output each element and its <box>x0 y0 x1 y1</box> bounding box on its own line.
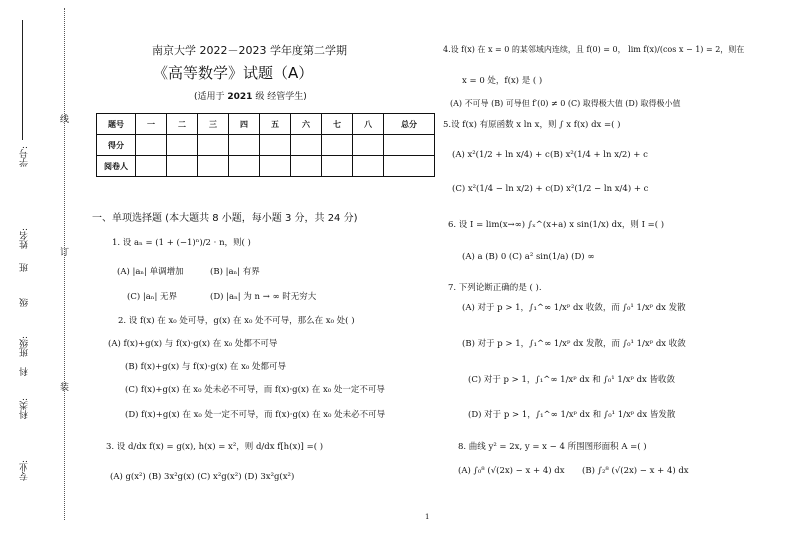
score-cell <box>353 135 384 156</box>
score-cell <box>229 135 260 156</box>
header-part-4: 四 <box>229 114 260 135</box>
header-part-2: 二 <box>167 114 198 135</box>
grader-cell <box>229 156 260 177</box>
score-cell <box>322 135 353 156</box>
question-3: 3. 设 d/dx f(x) = g(x), h(x) = x²，则 d/dx f[h(x)] =( ) <box>106 442 324 452</box>
header-question-no: 题号 <box>97 114 136 135</box>
header-part-6: 六 <box>291 114 322 135</box>
grader-cell <box>322 156 353 177</box>
question-7-option-c: (C) 对于 p > 1，∫₁^∞ 1/xᵖ dx 和 ∫₀¹ 1/xᵖ dx 皆收敛 <box>468 375 676 385</box>
question-5-option-a: (A) x²(1/2 + ln x/4) + c <box>452 150 550 160</box>
score-cell <box>198 135 229 156</box>
grader-cell <box>384 156 435 177</box>
grader-cell <box>291 156 322 177</box>
question-7-option-b: (B) 对于 p > 1，∫₁^∞ 1/xᵖ dx 发散，而 ∫₀¹ 1/xᵖ dx 收敛 <box>462 339 686 349</box>
exam-title: 《高等数学》试题（A） <box>153 64 314 82</box>
question-5-option-c: (C) x²(1/4 − ln x/2) + c <box>452 184 551 194</box>
student-id-label: 学号: <box>20 146 30 168</box>
score-table <box>96 113 435 177</box>
score-cell <box>260 135 291 156</box>
row-grader-label: 阅卷人 <box>97 156 136 177</box>
question-1-option-b: (B) |aₙ| 有界 <box>210 267 260 277</box>
question-3-options: (A) g(x²) (B) 3x²g(x) (C) x²g(x²) (D) 3x²g(x²) <box>110 472 295 482</box>
question-5: 5.设 f(x) 有原函数 x ln x，则 ∫ x f(x) dx =( ) <box>443 120 621 130</box>
question-5-option-d: (D) x²(1/2 − ln x/4) + c <box>550 184 649 194</box>
section-1-title: 一、单项选择题 (本大题共 8 小题，每小题 3 分，共 24 分) <box>92 213 358 224</box>
question-4-continued: x = 0 处，f(x) 是 ( ) <box>462 76 543 86</box>
header-part-1: 一 <box>136 114 167 135</box>
binding-char-line: 线 <box>60 115 70 125</box>
score-cell <box>167 135 198 156</box>
score-cell <box>291 135 322 156</box>
question-1-option-c: (C) |aₙ| 无界 <box>127 292 178 302</box>
applies-to: (适用于 2021 级 经管学生) <box>194 92 307 102</box>
question-7: 7. 下列论断正确的是 ( ). <box>448 283 542 293</box>
university-term: 南京大学 2022－2023 学年度第二学期 <box>152 44 347 57</box>
subject-label: 科类: <box>20 398 30 420</box>
header-part-7: 七 <box>322 114 353 135</box>
question-6-options: (A) a (B) 0 (C) a² sin(1/a) (D) ∞ <box>462 252 595 262</box>
question-2-option-c: (C) f(x)+g(x) 在 x₀ 处未必不可导，而 f(x)·g(x) 在 x₀ 处一定不可导 <box>125 385 385 395</box>
header-total: 总分 <box>384 114 435 135</box>
question-6: 6. 设 I = lim(x→∞) ∫ₓ^(x+a) x sin(1/x) dx，则 I =( ) <box>448 220 665 230</box>
grader-cell <box>136 156 167 177</box>
header-part-3: 三 <box>198 114 229 135</box>
grader-cell <box>198 156 229 177</box>
question-8-option-b: (B) ∫₂⁸ (√(2x) − x + 4) dx <box>582 466 689 476</box>
question-7-option-d: (D) 对于 p > 1，∫₁^∞ 1/xᵖ dx 和 ∫₀¹ 1/xᵖ dx 皆发散 <box>468 410 676 420</box>
header-part-8: 八 <box>353 114 384 135</box>
subject-char: 科 <box>20 367 30 376</box>
question-1: 1. 设 aₙ = (1 + (−1)ⁿ)/2 · n，则( ) <box>112 238 251 248</box>
student-id-underline <box>22 20 23 140</box>
question-4: 4.设 f(x) 在 x = 0 的某邻域内连续，且 f(0) = 0， lim f(x)/(cos x − 1) = 2，则在 <box>443 45 745 54</box>
question-5-option-b: (B) x²(1/4 + ln x/2) + c <box>550 150 648 160</box>
class-char-2: 级 <box>20 298 30 307</box>
score-cell <box>136 135 167 156</box>
page-number: 1 <box>425 513 430 521</box>
name-label: 姓名: <box>20 228 30 250</box>
question-2-option-d: (D) f(x)+g(x) 在 x₀ 处一定不可导，而 f(x)·g(x) 在 x₀ 处未必不可导 <box>125 410 386 420</box>
class-char-1: 班 <box>20 263 30 272</box>
binding-char-order: 订 <box>60 248 70 258</box>
grader-cell <box>260 156 291 177</box>
row-score-label: 得分 <box>97 135 136 156</box>
question-8: 8. 曲线 y² = 2x, y = x − 4 所围图形面积 A =( ) <box>458 442 647 452</box>
binding-dotted-line <box>64 8 65 520</box>
question-8-option-a: (A) ∫₀⁸ (√(2x) − x + 4) dx <box>458 466 565 476</box>
question-7-option-a: (A) 对于 p > 1，∫₁^∞ 1/xᵖ dx 收敛，而 ∫₀¹ 1/xᵖ dx 发散 <box>462 303 686 313</box>
class-label: 班级: <box>20 336 30 358</box>
question-4-options: (A) 不可导 (B) 可导但 f′(0) ≠ 0 (C) 取得极大值 (D) 取得极小值 <box>450 99 681 108</box>
question-2: 2. 设 f(x) 在 x₀ 处可导，g(x) 在 x₀ 处不可导，那么在 x₀ 处( ) <box>118 316 355 326</box>
binding-char-bind: 装 <box>60 383 70 393</box>
question-1-option-d: (D) |aₙ| 为 n → ∞ 时无穷大 <box>210 292 317 302</box>
score-cell <box>384 135 435 156</box>
grader-cell <box>353 156 384 177</box>
question-1-option-a: (A) |aₙ| 单调增加 <box>117 267 184 277</box>
question-2-option-b: (B) f(x)+g(x) 与 f(x)·g(x) 在 x₀ 处都可导 <box>125 362 286 372</box>
question-2-option-a: (A) f(x)+g(x) 与 f(x)·g(x) 在 x₀ 处都不可导 <box>108 339 278 349</box>
major-label: 专业: <box>20 460 30 482</box>
header-part-5: 五 <box>260 114 291 135</box>
grader-cell <box>167 156 198 177</box>
